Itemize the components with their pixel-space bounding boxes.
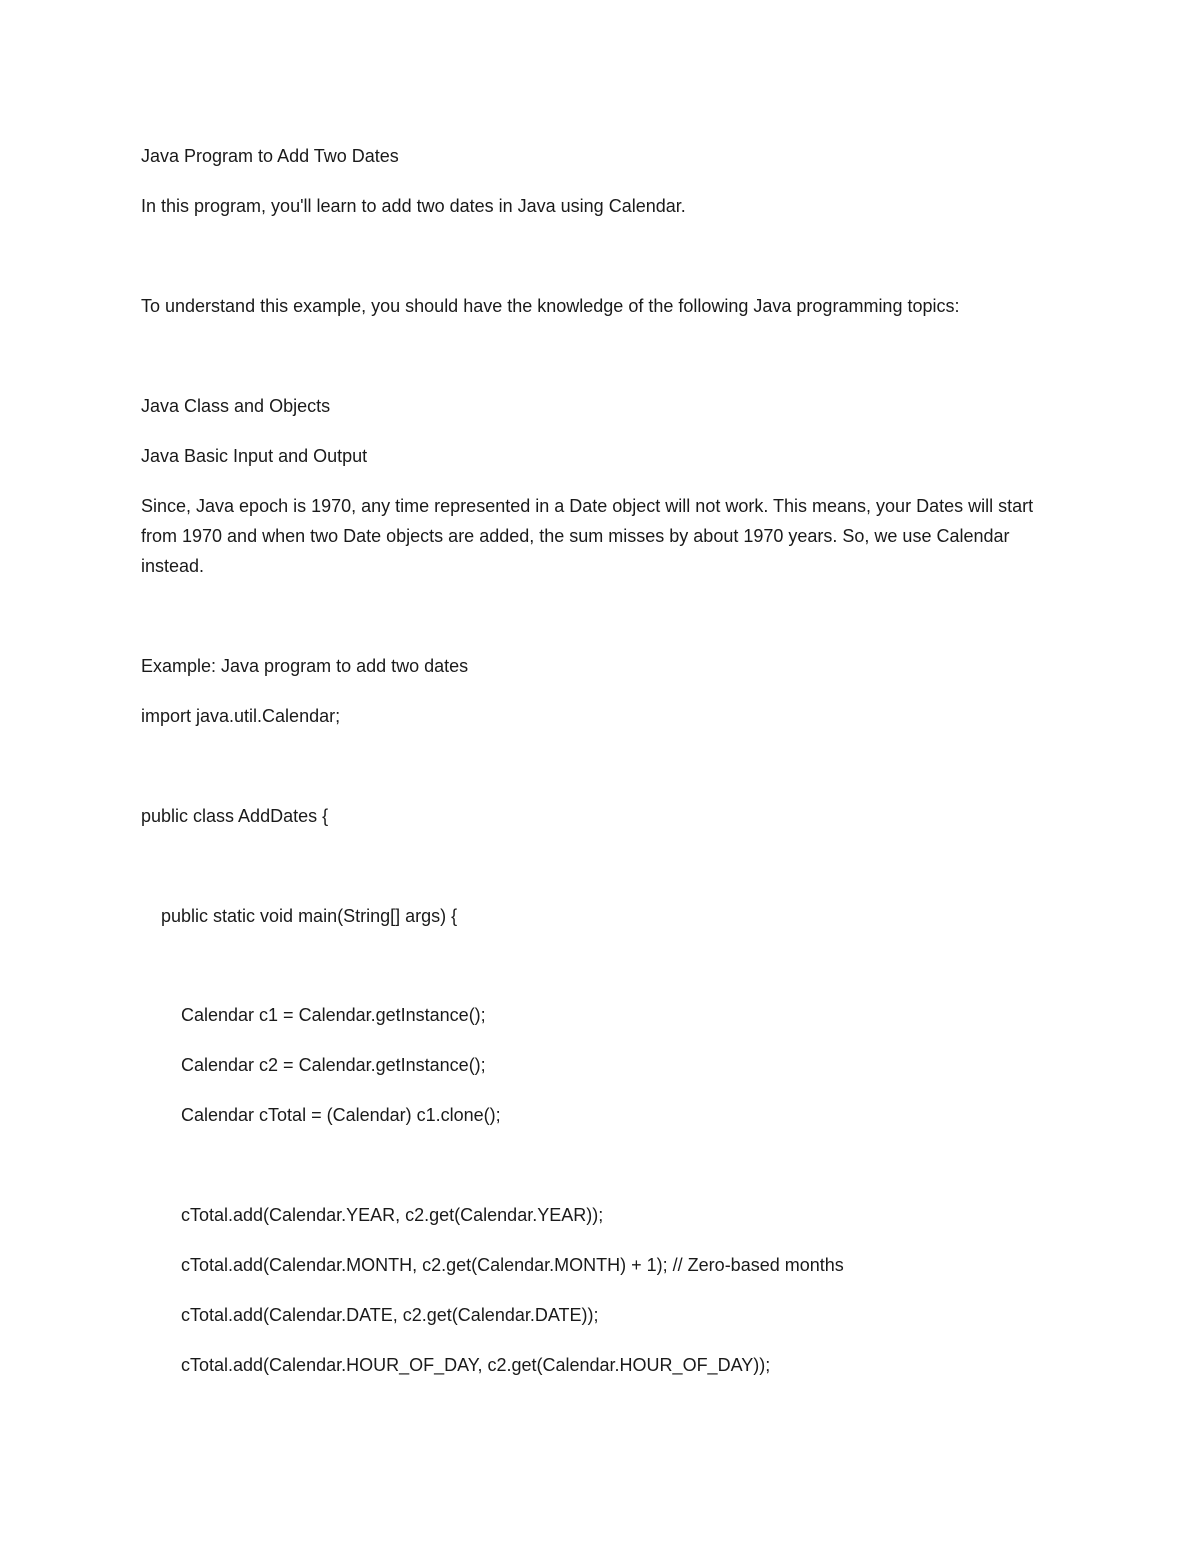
code-line-add-month: cTotal.add(Calendar.MONTH, c2.get(Calendar.MONTH) + 1); // Zero-based months (181, 1255, 844, 1275)
code-line-ctotal: Calendar cTotal = (Calendar) c1.clone(); (181, 1105, 501, 1125)
topic-item: Java Basic Input and Output (141, 446, 368, 466)
example-heading: Example: Java program to add two dates (141, 656, 469, 676)
intro-text: In this program, you'll learn to add two dates in Java using Calendar. (141, 196, 686, 216)
code-line-c1: Calendar c1 = Calendar.getInstance(); (181, 1005, 486, 1025)
code-line-add-year: cTotal.add(Calendar.YEAR, c2.get(Calendar.YEAR)); (181, 1205, 604, 1225)
code-line-class-declaration: public class AddDates { (141, 806, 329, 826)
code-line-add-date: cTotal.add(Calendar.DATE, c2.get(Calendar.DATE)); (181, 1305, 599, 1325)
prerequisites-intro: To understand this example, you should have the knowledge of the following Java programming topics: (141, 296, 960, 316)
code-line-main-declaration: public static void main(String[] args) { (161, 906, 458, 926)
code-line-import: import java.util.Calendar; (141, 706, 341, 726)
topic-item: Java Class and Objects (141, 396, 331, 416)
code-line-add-hour: cTotal.add(Calendar.HOUR_OF_DAY, c2.get(Calendar.HOUR_OF_DAY)); (181, 1355, 771, 1375)
explanation-paragraph: Since, Java epoch is 1970, any time represented in a Date object will not work. This means, your Dates will start from 1970 and when two Date objects are added, the sum misses by about 1970 years. So, we use Calendar instead. (141, 496, 1034, 576)
document-title: Java Program to Add Two Dates (141, 146, 399, 166)
code-line-c2: Calendar c2 = Calendar.getInstance(); (181, 1055, 486, 1075)
